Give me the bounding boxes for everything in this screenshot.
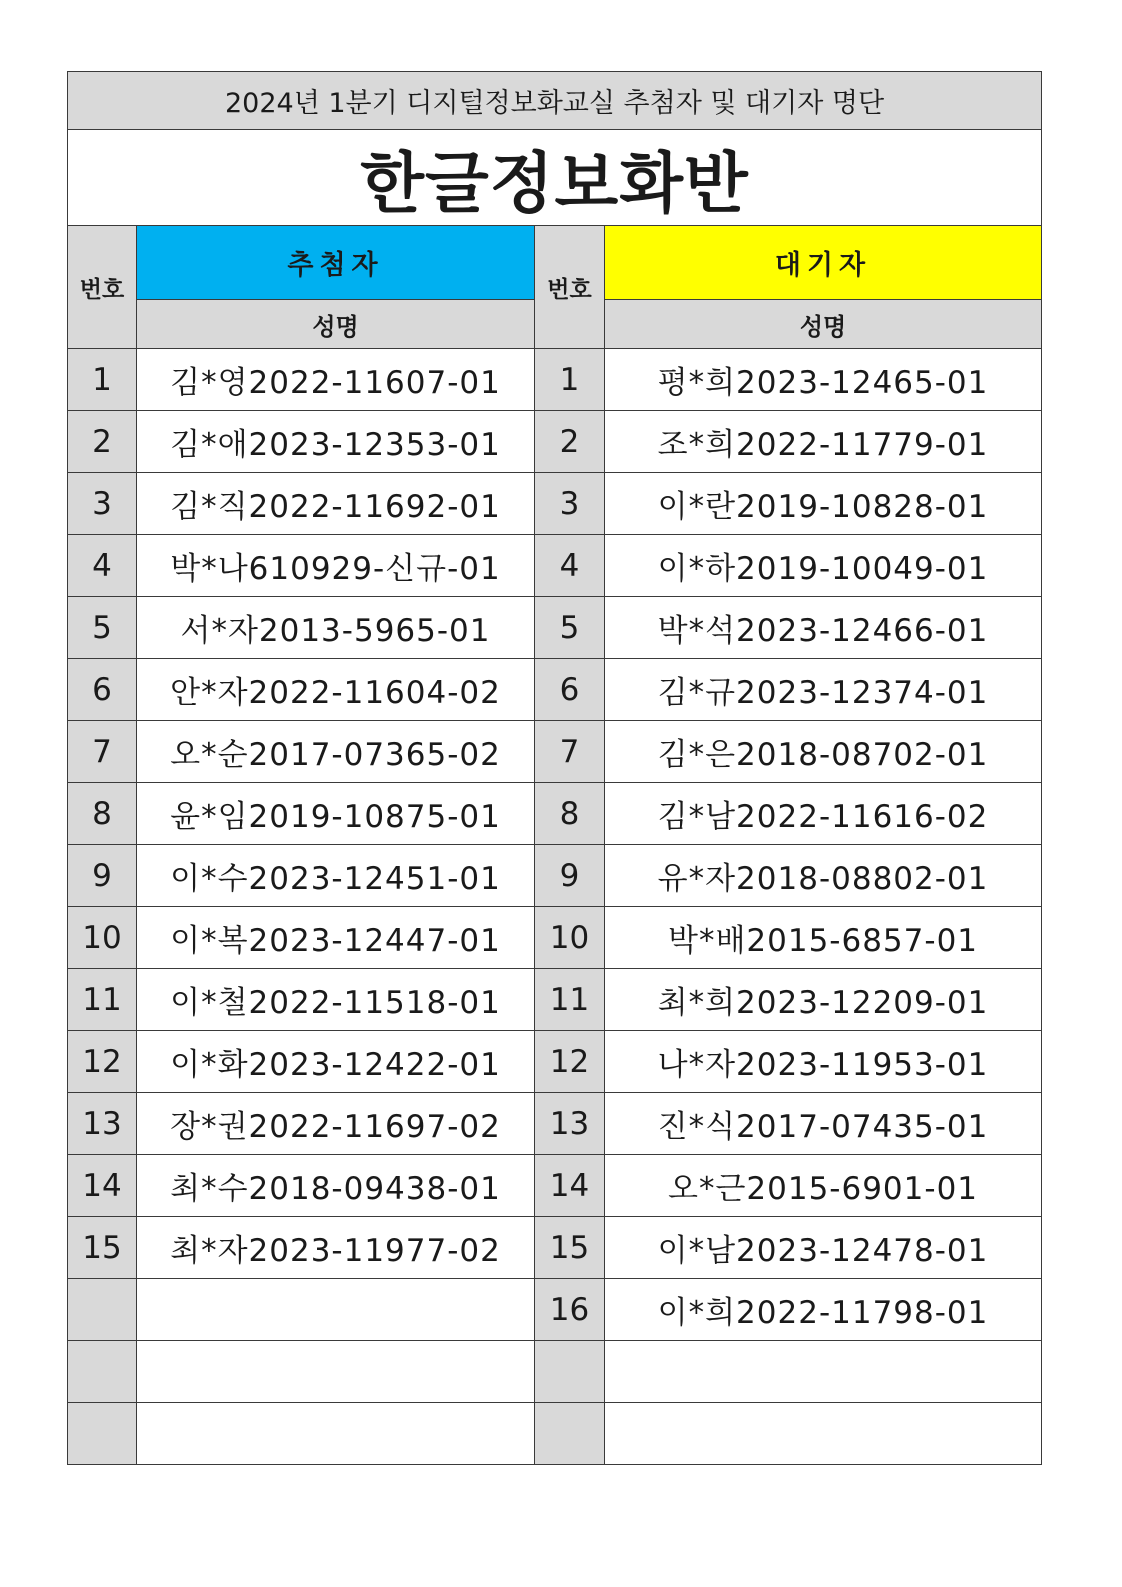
winner-name: 이*철2022-11518-01 — [137, 969, 535, 1031]
waitlist-number — [535, 1403, 605, 1465]
waitlist-number: 9 — [535, 845, 605, 907]
roster-body — [68, 72, 1042, 1465]
winner-name: 안*자2022-11604-02 — [137, 659, 535, 721]
waitlist-number: 16 — [535, 1279, 605, 1341]
table-row — [68, 1155, 1042, 1217]
table-row — [68, 783, 1042, 845]
winner-number: 13 — [68, 1093, 137, 1155]
winner-number: 3 — [68, 473, 137, 535]
waitlist-name: 진*식2017-07435-01 — [605, 1093, 1042, 1155]
winner-number: 14 — [68, 1155, 137, 1217]
waitlist-name: 평*희2023-12465-01 — [605, 349, 1042, 411]
waitlist-number: 1 — [535, 349, 605, 411]
roster-table — [67, 71, 1042, 1465]
winner-name — [137, 1279, 535, 1341]
winner-name: 최*자2023-11977-02 — [137, 1217, 535, 1279]
winner-number: 6 — [68, 659, 137, 721]
winners-number-header: 번호 — [68, 226, 137, 349]
winner-number: 4 — [68, 535, 137, 597]
waitlist-number: 12 — [535, 1031, 605, 1093]
waitlist-number: 10 — [535, 907, 605, 969]
table-row — [68, 1217, 1042, 1279]
table-row — [68, 907, 1042, 969]
winner-name: 윤*임2019-10875-01 — [137, 783, 535, 845]
waitlist-header: 대기자 — [605, 226, 1042, 300]
winner-name: 김*직2022-11692-01 — [137, 473, 535, 535]
waitlist-number: 8 — [535, 783, 605, 845]
winner-number: 1 — [68, 349, 137, 411]
waitlist-number: 13 — [535, 1093, 605, 1155]
winner-number: 15 — [68, 1217, 137, 1279]
table-row — [68, 845, 1042, 907]
winner-name — [137, 1341, 535, 1403]
winner-name: 김*애2023-12353-01 — [137, 411, 535, 473]
winner-name: 이*수2023-12451-01 — [137, 845, 535, 907]
waitlist-number: 2 — [535, 411, 605, 473]
winner-number: 12 — [68, 1031, 137, 1093]
waitlist-name: 유*자2018-08802-01 — [605, 845, 1042, 907]
winner-number: 11 — [68, 969, 137, 1031]
waitlist-number-header: 번호 — [535, 226, 605, 349]
group-header-row — [68, 226, 1042, 300]
winner-number — [68, 1403, 137, 1465]
winner-name: 서*자2013-5965-01 — [137, 597, 535, 659]
waitlist-number: 3 — [535, 473, 605, 535]
waitlist-name: 김*은2018-08702-01 — [605, 721, 1042, 783]
winners-name-header: 성명 — [137, 300, 535, 349]
class-title-row — [68, 130, 1042, 226]
waitlist-number — [535, 1341, 605, 1403]
winner-number: 8 — [68, 783, 137, 845]
table-row — [68, 969, 1042, 1031]
table-row — [68, 1031, 1042, 1093]
winner-name: 김*영2022-11607-01 — [137, 349, 535, 411]
waitlist-number: 15 — [535, 1217, 605, 1279]
waitlist-name — [605, 1341, 1042, 1403]
class-name: 한글정보화반 — [68, 130, 1042, 226]
winner-number — [68, 1341, 137, 1403]
winner-name: 최*수2018-09438-01 — [137, 1155, 535, 1217]
waitlist-name: 박*석2023-12466-01 — [605, 597, 1042, 659]
waitlist-name: 이*희2022-11798-01 — [605, 1279, 1042, 1341]
winner-number: 7 — [68, 721, 137, 783]
table-row — [68, 535, 1042, 597]
winner-name: 장*권2022-11697-02 — [137, 1093, 535, 1155]
waitlist-name: 최*희2023-12209-01 — [605, 969, 1042, 1031]
waitlist-number: 6 — [535, 659, 605, 721]
document-title: 2024년 1분기 디지털정보화교실 추첨자 및 대기자 명단 — [68, 72, 1042, 130]
table-row — [68, 721, 1042, 783]
table-row — [68, 597, 1042, 659]
winner-name — [137, 1403, 535, 1465]
waitlist-name: 김*규2023-12374-01 — [605, 659, 1042, 721]
waitlist-name — [605, 1403, 1042, 1465]
winners-header: 추첨자 — [137, 226, 535, 300]
table-row — [68, 659, 1042, 721]
waitlist-name-header: 성명 — [605, 300, 1042, 349]
document-title-row — [68, 72, 1042, 130]
waitlist-number: 7 — [535, 721, 605, 783]
table-row — [68, 1279, 1042, 1341]
winner-number — [68, 1279, 137, 1341]
winner-name: 오*순2017-07365-02 — [137, 721, 535, 783]
winner-name: 박*나610929-신규-01 — [137, 535, 535, 597]
table-row — [68, 411, 1042, 473]
winner-number: 5 — [68, 597, 137, 659]
waitlist-name: 조*희2022-11779-01 — [605, 411, 1042, 473]
table-row — [68, 1403, 1042, 1465]
winner-name: 이*화2023-12422-01 — [137, 1031, 535, 1093]
waitlist-name: 이*하2019-10049-01 — [605, 535, 1042, 597]
waitlist-number: 4 — [535, 535, 605, 597]
waitlist-number: 11 — [535, 969, 605, 1031]
table-row — [68, 349, 1042, 411]
waitlist-name: 이*남2023-12478-01 — [605, 1217, 1042, 1279]
waitlist-name: 이*란2019-10828-01 — [605, 473, 1042, 535]
table-row — [68, 1093, 1042, 1155]
waitlist-name: 오*근2015-6901-01 — [605, 1155, 1042, 1217]
waitlist-number: 5 — [535, 597, 605, 659]
winner-number: 10 — [68, 907, 137, 969]
table-row — [68, 473, 1042, 535]
waitlist-number: 14 — [535, 1155, 605, 1217]
waitlist-name: 김*남2022-11616-02 — [605, 783, 1042, 845]
table-row — [68, 1341, 1042, 1403]
winner-name: 이*복2023-12447-01 — [137, 907, 535, 969]
winner-number: 2 — [68, 411, 137, 473]
waitlist-name: 박*배2015-6857-01 — [605, 907, 1042, 969]
waitlist-name: 나*자2023-11953-01 — [605, 1031, 1042, 1093]
winner-number: 9 — [68, 845, 137, 907]
